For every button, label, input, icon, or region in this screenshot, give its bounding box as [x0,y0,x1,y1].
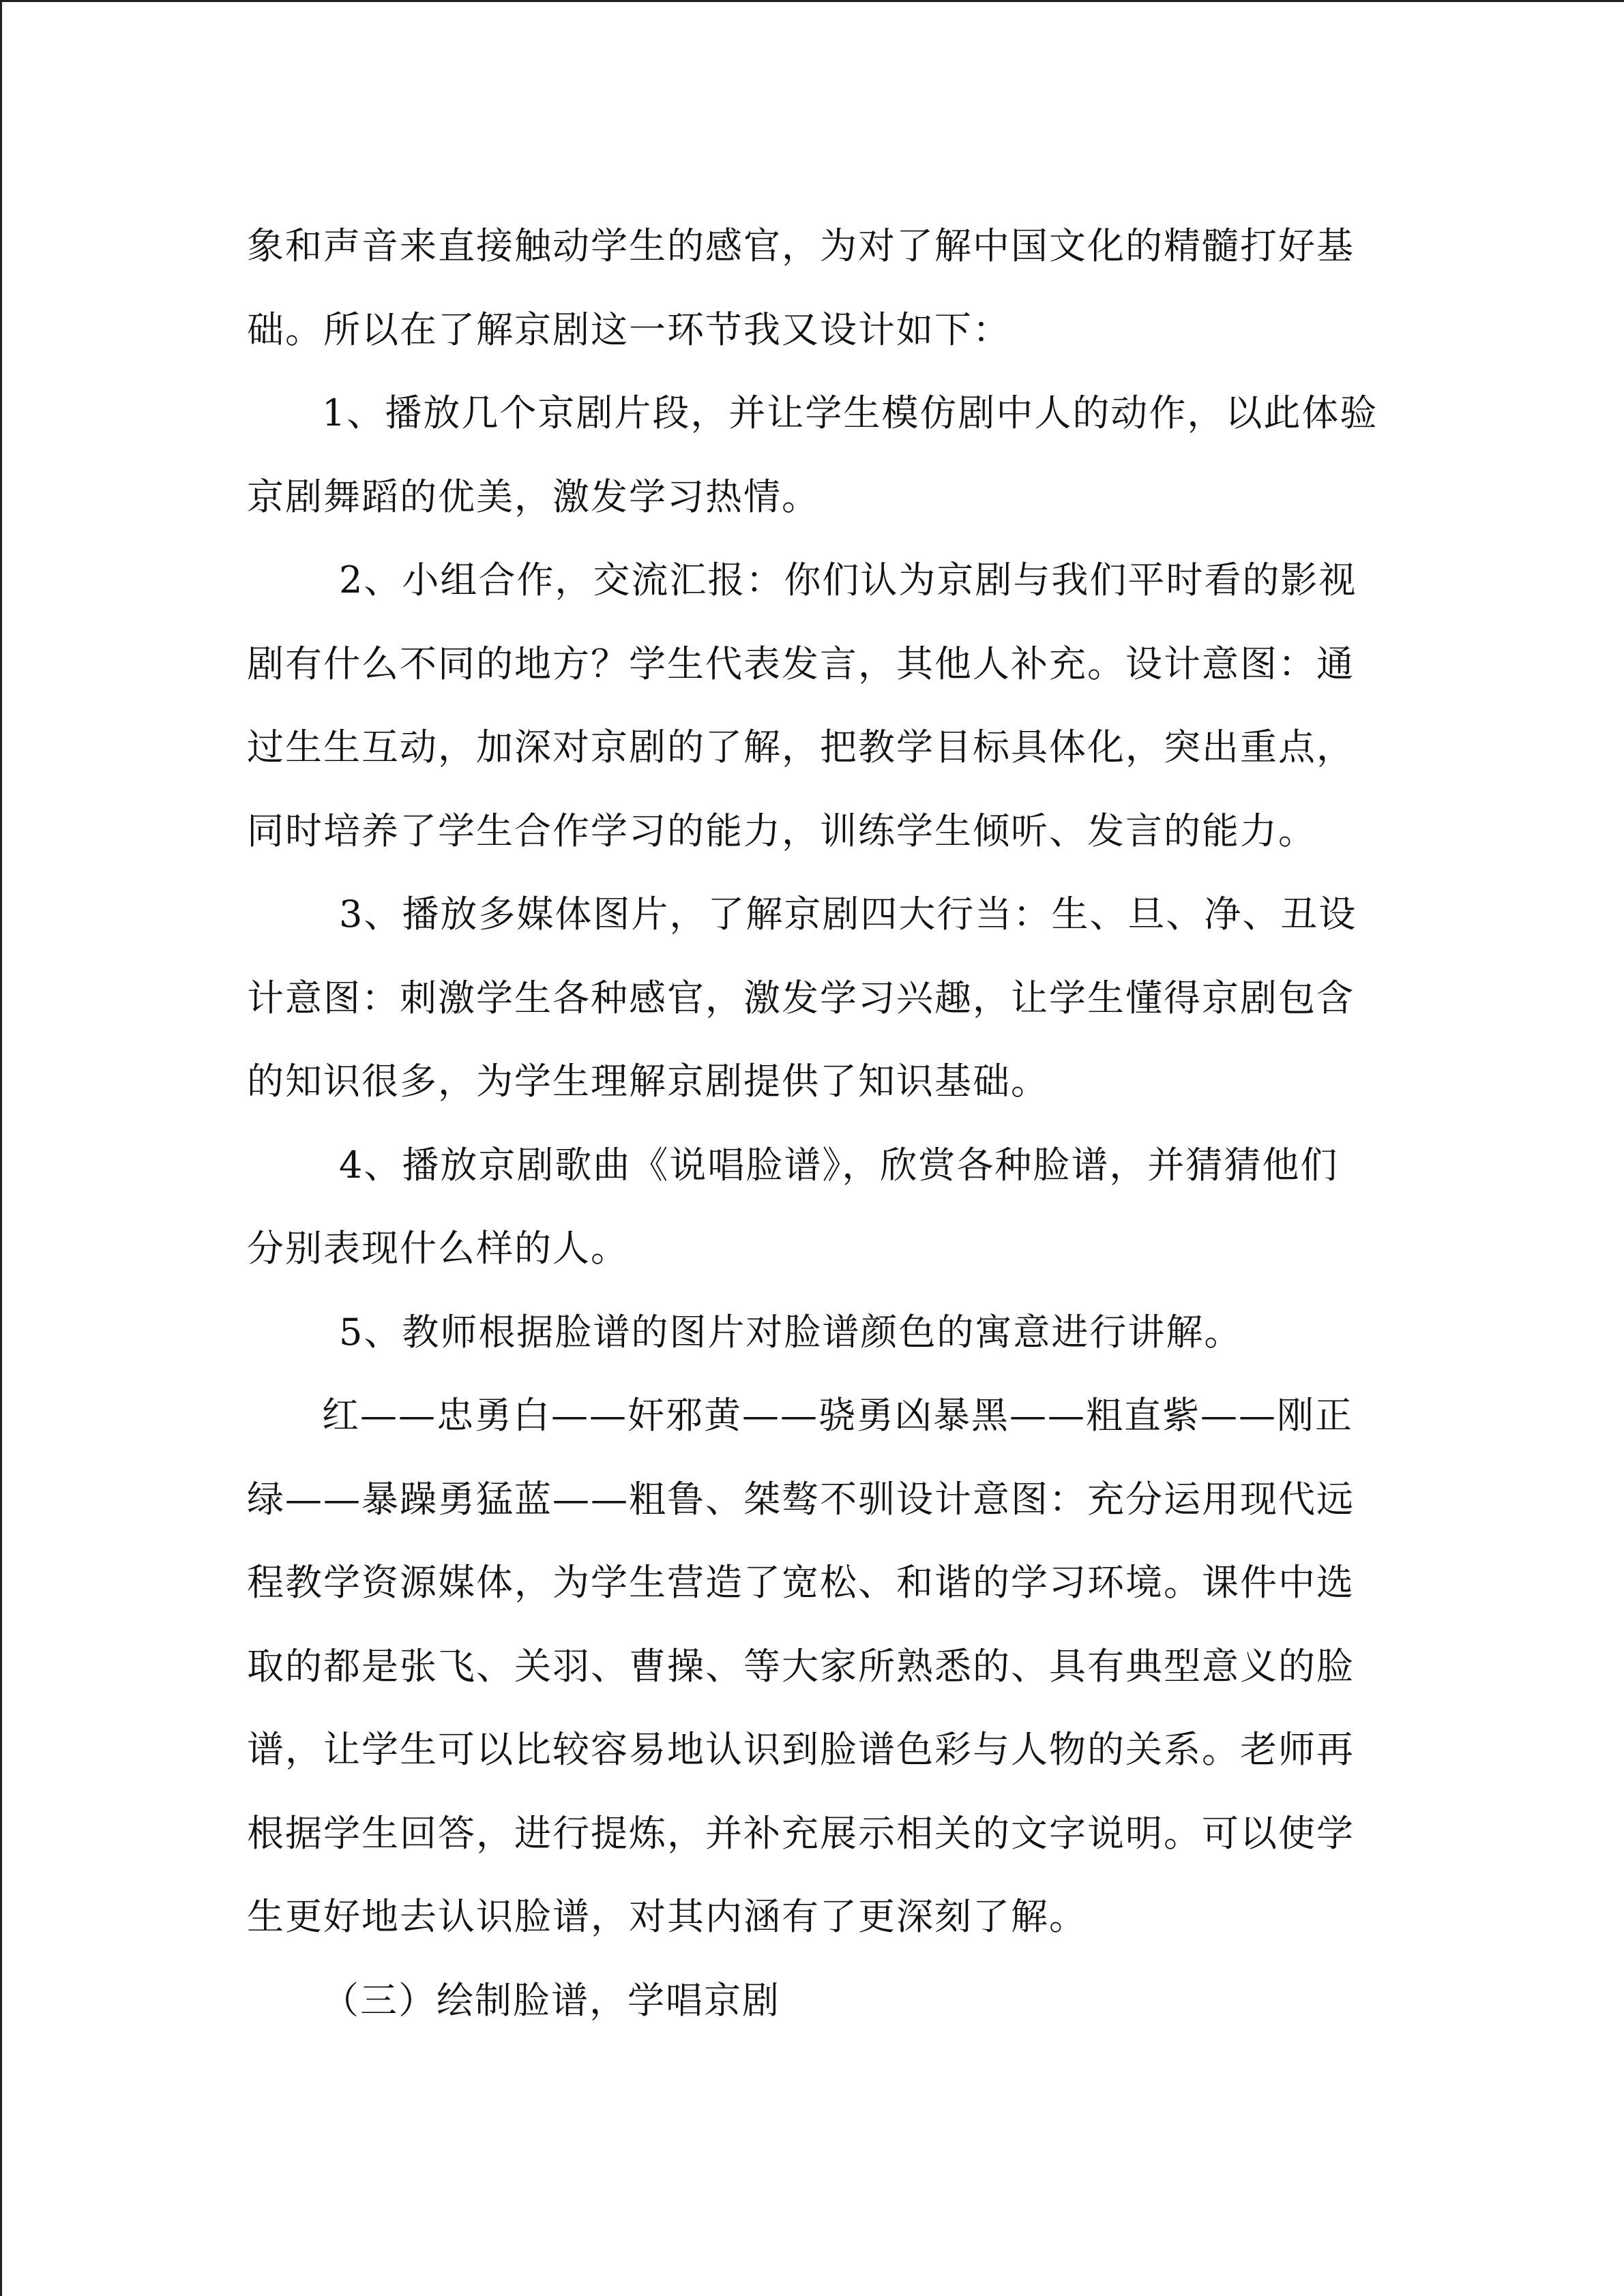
list-item-2: 2、小组合作，交流汇报：你们认为京剧与我们平时看的影视 [339,558,1357,601]
document-body [247,205,1379,2042]
text-line: 绿——暴躁勇猛蓝——粗鲁、桀骜不驯设计意图：充分运用现代远 [247,1477,1355,1521]
text-line: 的知识很多，为学生理解京剧提供了知识基础。 [247,1060,1049,1103]
text-line: 生更好地去认识脸谱，对其内涵有了更深刻了解。 [247,1895,1087,1938]
text-line: 剧有什么不同的地方？学生代表发言，其他人补充。设计意图：通 [247,642,1355,685]
text-line: 过生生互动，加深对京剧的了解，把教学目标具体化，突出重点， [247,726,1355,769]
text-line: 京剧舞蹈的优美，激发学习热情。 [247,475,820,518]
list-item-4: 4、播放京剧歌曲《说唱脸谱》，欣赏各种脸谱，并猜猜他们 [339,1143,1339,1187]
color-meaning-line: 红——忠勇白——奸邪黄——骁勇凶暴黑——粗直紫——刚正 [322,1394,1353,1437]
text-line: 分别表现什么样的人。 [247,1227,629,1270]
page-left-border [0,0,2,2296]
list-item-5: 5、教师根据脸谱的图片对脸谱颜色的寓意进行讲解。 [339,1310,1243,1354]
text-line: 取的都是张飞、关羽、曹操、等大家所熟悉的、具有典型意义的脸 [247,1644,1355,1688]
text-line: 象和声音来直接触动学生的感官，为对了解中国文化的精髓打好基 [247,224,1355,267]
section-heading: （三）绘制脸谱，学唱京剧 [322,1978,780,2022]
page-top-border [0,0,1624,2]
text-line: 同时培养了学生合作学习的能力，训练学生倾听、发言的能力。 [247,809,1316,852]
list-item-3: 3、播放多媒体图片，了解京剧四大行当：生、旦、净、丑设 [339,893,1357,936]
text-line: 谱，让学生可以比较容易地认识到脸谱色彩与人物的关系。老师再 [247,1728,1355,1771]
list-item-1: 1、播放几个京剧片段，并让学生模仿剧中人的动作，以此体验 [322,391,1378,434]
text-line: 础。所以在了解京剧这一环节我又设计如下： [247,308,1011,351]
text-line: 程教学资源媒体，为学生营造了宽松、和谐的学习环境。课件中选 [247,1561,1355,1604]
text-line: 计意图：刺激学生各种感官，激发学习兴趣，让学生懂得京剧包含 [247,976,1355,1019]
text-line: 根据学生回答，进行提炼，并补充展示相关的文字说明。可以使学 [247,1811,1355,1855]
